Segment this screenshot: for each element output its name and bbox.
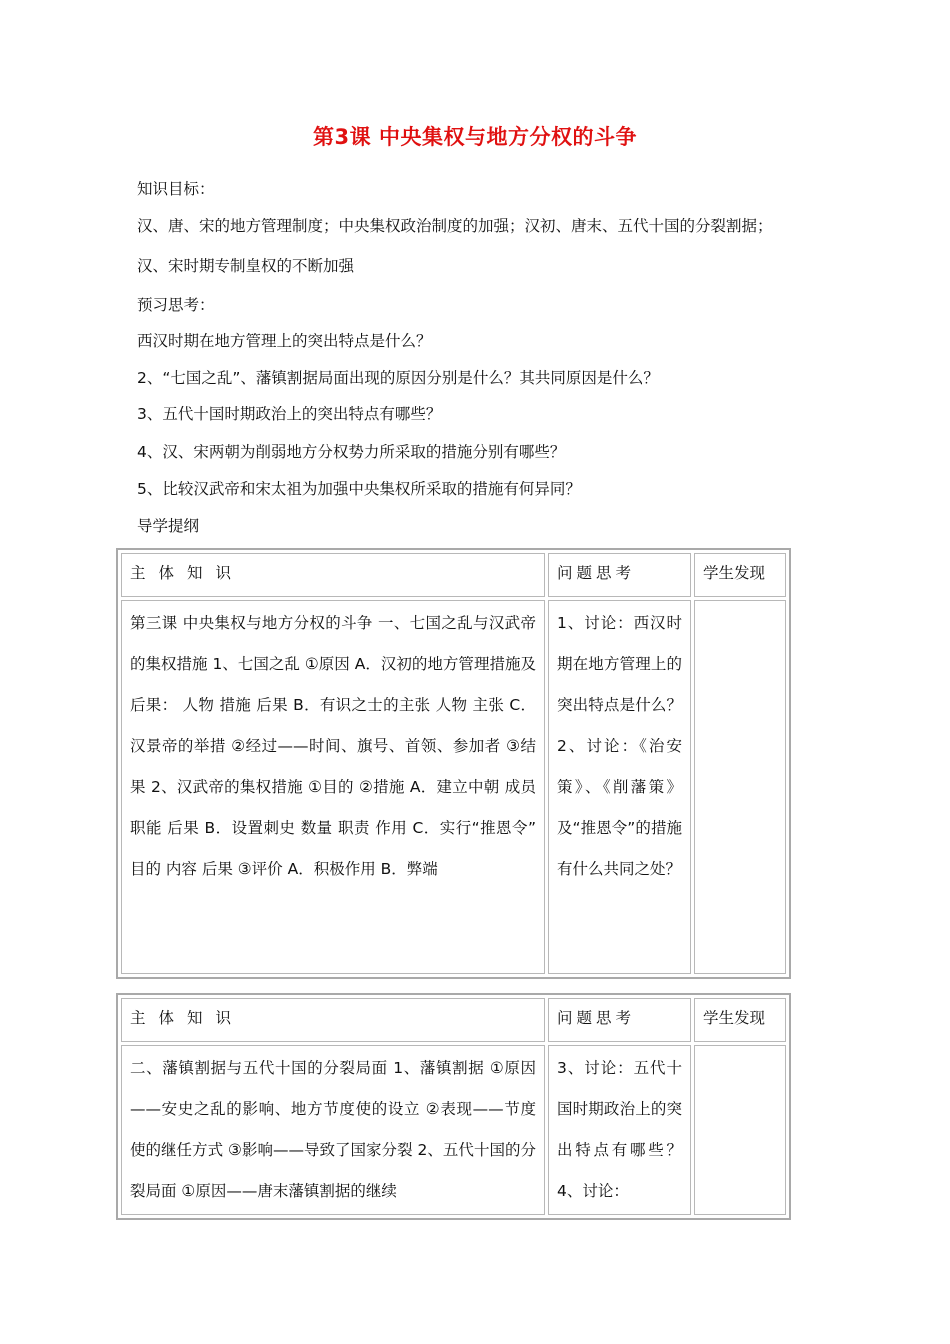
knowledge-goal-line-1: 汉、唐、宋的地方管理制度；中央集权政治制度的加强；汉初、唐末、五代十国的分裂割据；: [137, 217, 773, 235]
preview-question-2: 2、“七国之乱”、藩镇割据局面出现的原因分别是什么？其共同原因是什么？: [137, 369, 659, 387]
preview-question-1: 西汉时期在地方管理上的突出特点是什么？: [137, 332, 432, 350]
preview-question-4: 4、汉、宋两朝为削弱地方分权势力所采取的措施分别有哪些？: [137, 443, 566, 461]
table1-main-content: 第三课 中央集权与地方分权的斗争 一、七国之乱与汉武帝的集权措施 1、七国之乱 ①原因 A．汉初的地方管理措施及后果： 人物 措施 后果 B．有识之士的主张 人物 主张 C．汉景帝的举措 ②经过——时间、旗号、首领、参加者 ③结果 2、汉武帝的集权措施 ①目的 ②措施 A．建立中朝 成员 职能 后果 B．设置刺史 数量 职责 作用 C．实行“推恩令” 目的 内容 后果 ③评价 A．积极作用 B．弊端: [121, 600, 545, 974]
outline-table-1: [116, 548, 791, 979]
header-question-thinking: 问题思考: [548, 553, 691, 597]
table2-discovery-cell[interactable]: [694, 1045, 786, 1215]
table1-question-content: 1、讨论：西汉时期在地方管理上的突出特点是什么？ 2、讨论：《治安策》、《削藩策》及“推恩令”的措施有什么共同之处？: [548, 600, 691, 974]
header-main-knowledge: 主体知识: [121, 998, 545, 1042]
outline-table-2: [116, 993, 791, 1220]
header-main-knowledge: 主体知识: [121, 553, 545, 597]
outline-label: 导学提纲: [137, 517, 200, 535]
knowledge-goal-label: 知识目标：: [137, 180, 215, 198]
knowledge-goal-line-2: 汉、宋时期专制皇权的不断加强: [137, 257, 355, 275]
table2-question-content: 3、讨论：五代十国时期政治上的突出特点有哪些？ 4、讨论：: [548, 1045, 691, 1215]
header-student-discovery: 学生发现: [694, 553, 786, 597]
table2-main-content: 二、藩镇割据与五代十国的分裂局面 1、藩镇割据 ①原因——安史之乱的影响、地方节度使的设立 ②表现——节度使的继任方式 ③影响——导致了国家分裂 2、五代十国的分裂局面 ①原因——唐末藩镇割据的继续: [121, 1045, 545, 1215]
preview-label: 预习思考：: [137, 296, 215, 314]
preview-question-3: 3、五代十国时期政治上的突出特点有哪些？: [137, 405, 442, 423]
lesson-title: 第3课 中央集权与地方分权的斗争: [313, 125, 637, 149]
table1-discovery-cell[interactable]: [694, 600, 786, 974]
header-question-thinking: 问题思考: [548, 998, 691, 1042]
preview-question-5: 5、比较汉武帝和宋太祖为加强中央集权所采取的措施有何异同？: [137, 480, 581, 498]
header-student-discovery: 学生发现: [694, 998, 786, 1042]
